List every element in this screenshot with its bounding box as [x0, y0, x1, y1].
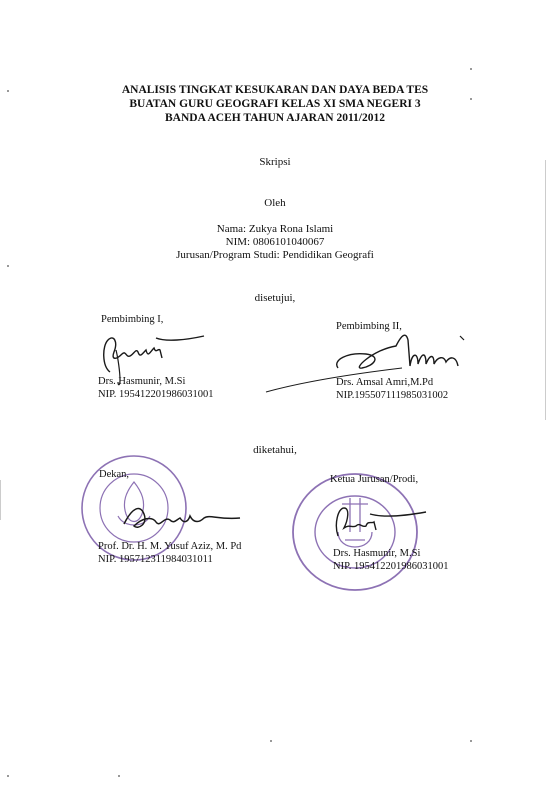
scan-mark — [470, 68, 472, 70]
author-block — [0, 223, 550, 262]
supervisor1-name: Drs. Hasmunir, M.Si — [98, 376, 186, 387]
scan-mark — [7, 775, 9, 777]
acknowledged-label: diketahui, — [253, 444, 297, 456]
scan-mark — [118, 775, 120, 777]
author-name: Nama: Zukya Rona Islami — [216, 223, 334, 235]
page-edge-bleed — [0, 480, 1, 520]
title-line: BUATAN GURU GEOGRAFI KELAS XI SMA NEGERI 3 — [129, 98, 421, 110]
scan-mark — [7, 90, 9, 92]
by-label: Oleh — [264, 197, 286, 209]
head-name: Drs. Hasmunir, M.Si — [333, 548, 421, 559]
dean-nip: NIP. 195712311984031011 — [98, 554, 213, 565]
scan-mark — [7, 265, 9, 267]
document-title — [60, 83, 490, 125]
supervisor1-nip: NIP. 195412201986031001 — [98, 389, 214, 400]
supervisor1-role: Pembimbing I, — [101, 314, 164, 325]
dean-role: Dekan, — [99, 469, 130, 480]
dean-name: Prof. Dr. H. M. Yusuf Aziz, M. Pd — [98, 541, 242, 552]
supervisor2-role: Pembimbing II, — [336, 321, 402, 332]
scan-mark — [270, 740, 272, 742]
title-line: ANALISIS TINGKAT KESUKARAN DAN DAYA BEDA TES — [121, 84, 429, 96]
dean-signature — [118, 494, 248, 540]
approved-label: disetujui, — [254, 292, 296, 304]
document-type: Skripsi — [259, 156, 291, 168]
head-role: Ketua Jurusan/Prodi, — [330, 474, 419, 485]
head-nip: NIP. 195412201986031001 — [333, 561, 449, 572]
author-nim: NIM: 0806101040067 — [225, 236, 325, 248]
title-line: BANDA ACEH TAHUN AJARAN 2011/2012 — [164, 112, 386, 124]
scan-mark — [470, 740, 472, 742]
supervisor2-name: Drs. Amsal Amri,M.Pd — [336, 377, 434, 388]
supervisor2-nip: NIP.195507111985031002 — [336, 390, 449, 401]
author-program: Jurusan/Program Studi: Pendidikan Geografi — [176, 249, 374, 261]
head-signature — [330, 500, 440, 548]
